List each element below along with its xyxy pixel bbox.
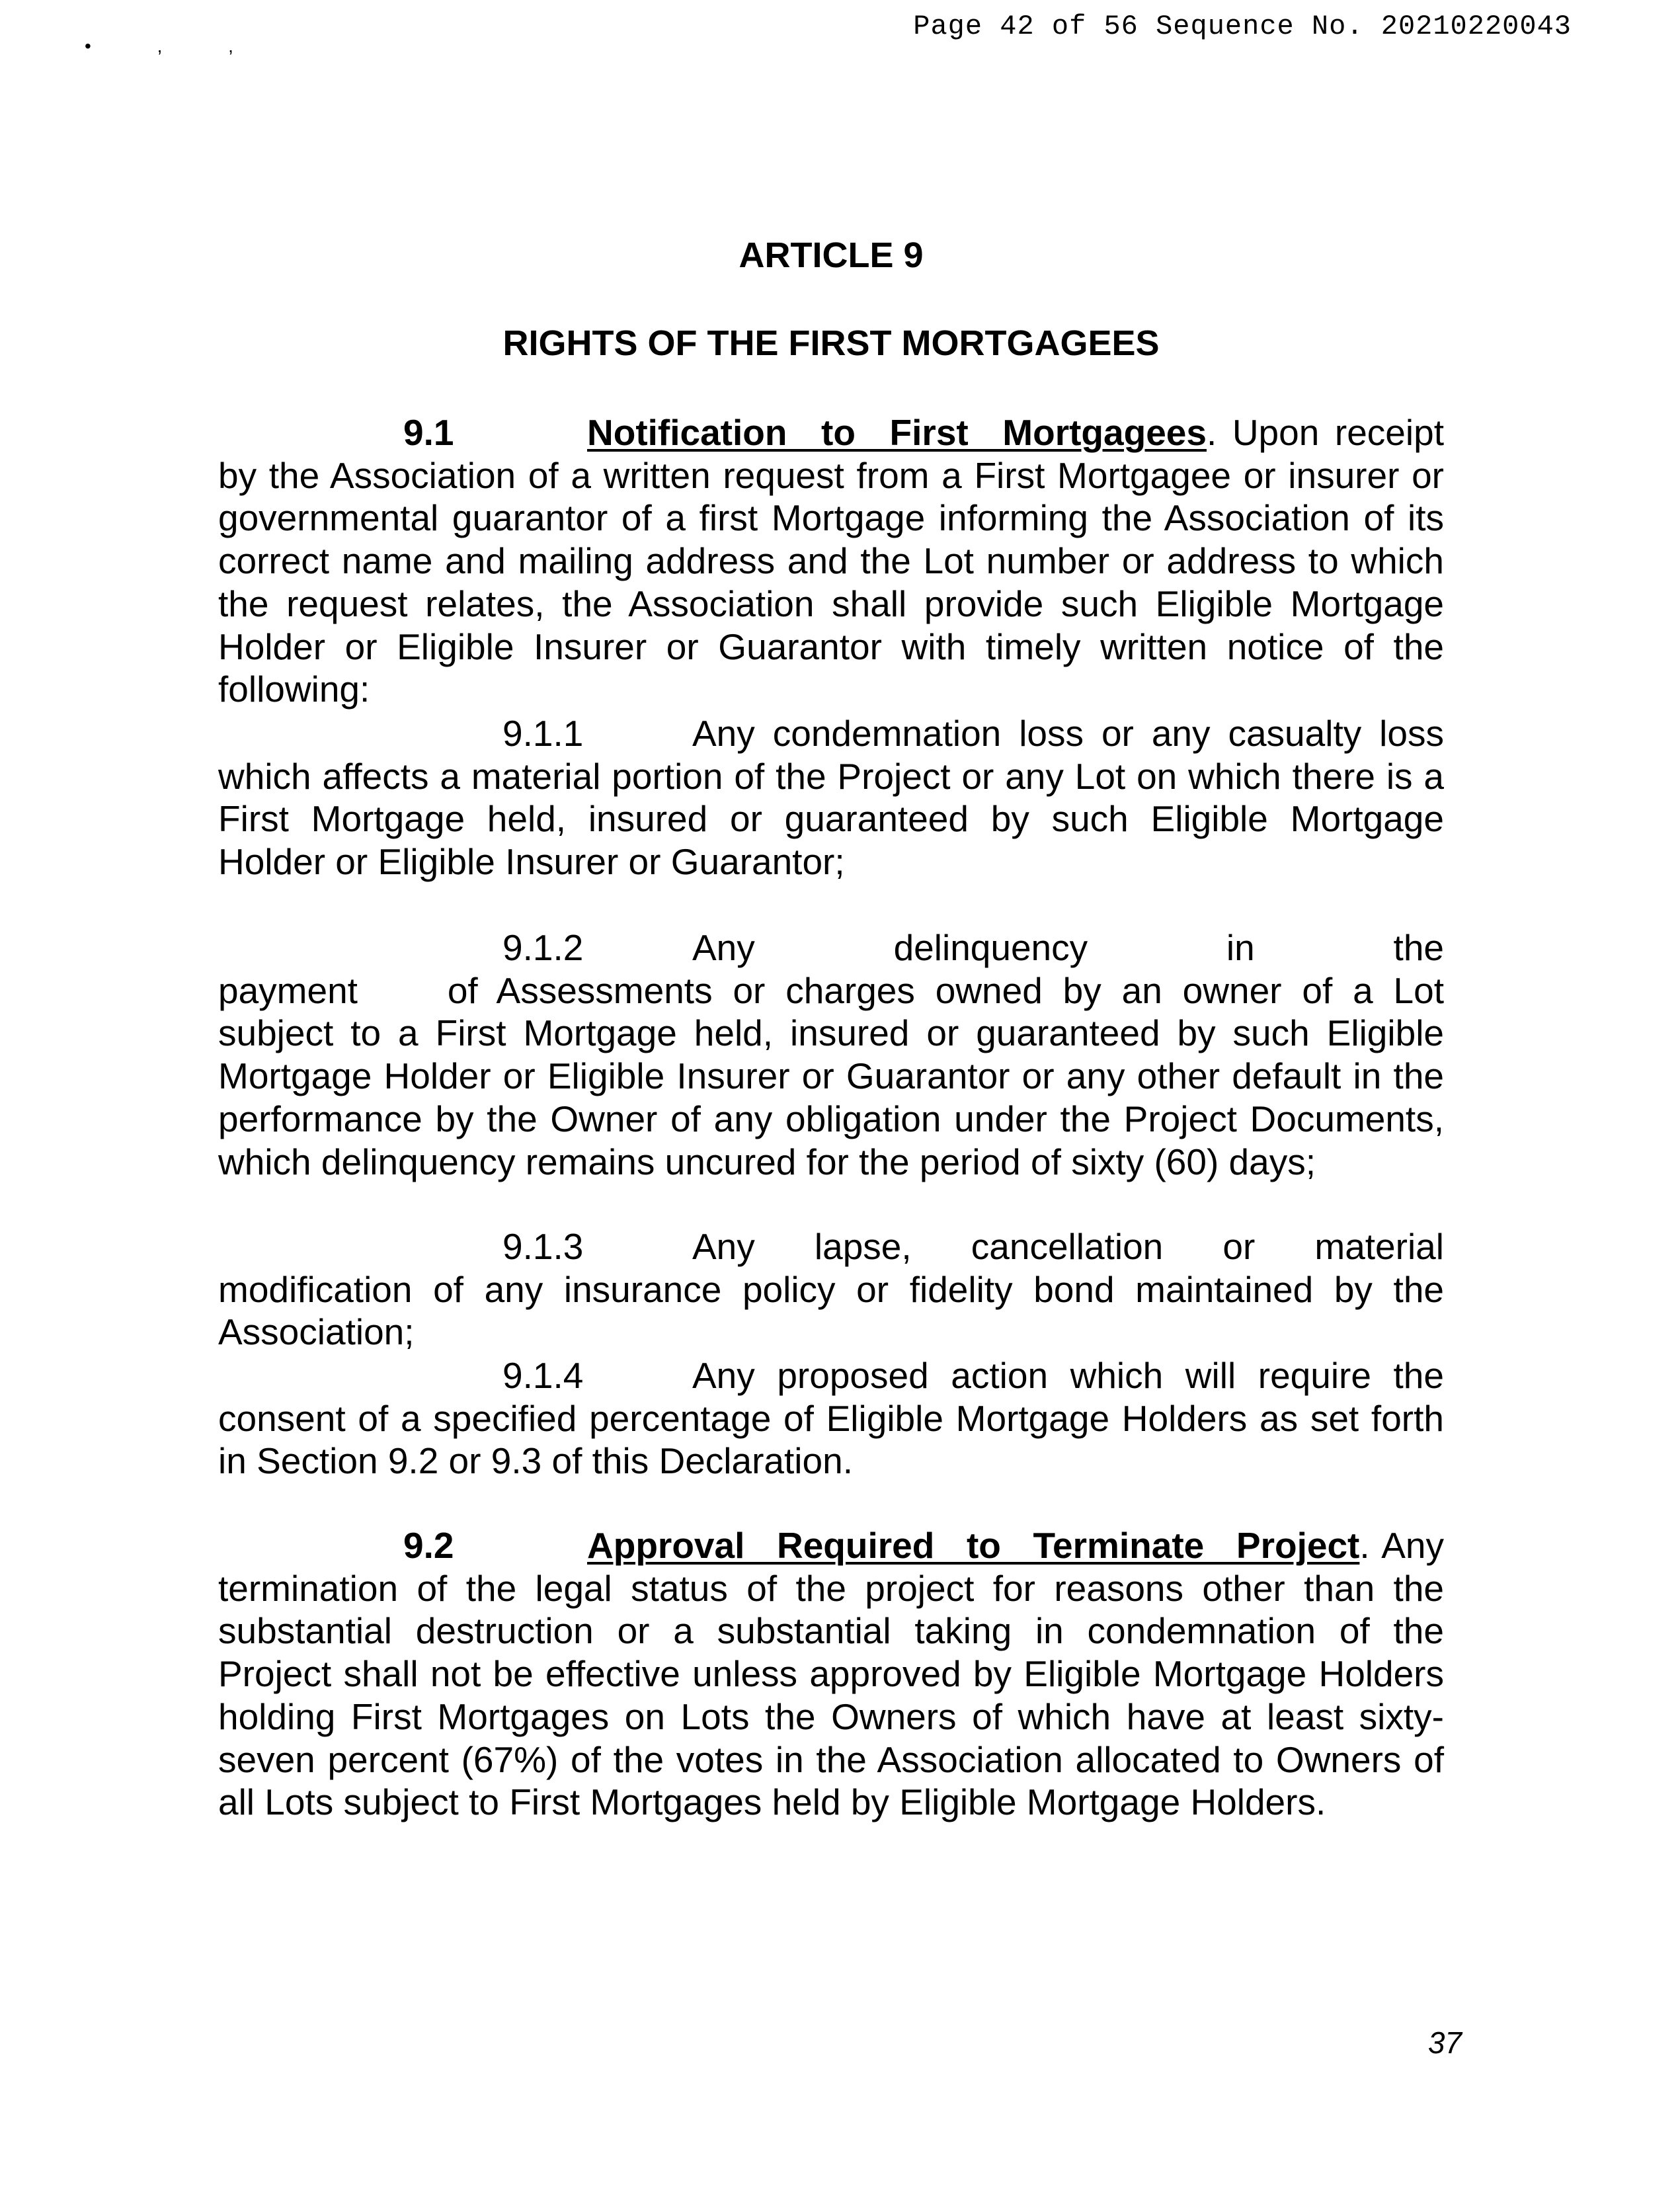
- section-9-2: [218, 1524, 1444, 1824]
- article-title: RIGHTS OF THE FIRST MORTGAGEES: [502, 323, 1160, 363]
- subsection-number: 9.1.2: [502, 927, 584, 968]
- section-number: 9.2: [403, 1525, 454, 1566]
- subsection-9-1-1: [218, 712, 1444, 883]
- subsection-number: 9.1.4: [502, 1355, 584, 1396]
- page-sequence-stamp: Page 42 of 56 Sequence No. 20210220043: [913, 11, 1572, 42]
- article-number: ARTICLE 9: [739, 235, 924, 275]
- section-heading: Approval Required to Terminate Project: [587, 1525, 1360, 1566]
- subsection-9-1-2: [218, 926, 1444, 1183]
- page-number: 37: [1427, 2025, 1462, 2060]
- subsection-number: 9.1.1: [502, 713, 584, 754]
- subsection-body: Any condemnation loss or any casualty loss which affects a material portion of the Project or any Lot on which there is a First Mortgage held, insured or guaranteed by such Eligible Mortgage Holder or Eligible Insurer or Guarantor;: [218, 713, 1444, 883]
- section-number: 9.1: [403, 412, 454, 453]
- section-heading: Notification to First Mortgagees: [587, 412, 1207, 453]
- section-body: . Upon receipt by the Association of a written request from a First Mortgagee or insurer or governmental guarantor of a first Mortgage informing the Association of its correct name and mailing address and the Lot number or address to which the request relates, the Association shall provide such Eligible Mortgage Holder or Eligible Insurer or Guarantor with timely written notice of the following:: [218, 412, 1444, 710]
- subsection-number: 9.1.3: [502, 1226, 584, 1267]
- section-9-1: [218, 411, 1444, 711]
- subsection-9-1-4: [218, 1354, 1444, 1483]
- section-body: . Any termination of the legal status of the project for reasons other than the substantial destruction or a substantial taking in condemnation of the Project shall not be effective unless approved by Eligible Mortgage Holders holding First Mortgages on Lots the Owners of which have at least sixty-seven percent (67%) of the votes in the Association allocated to Owners of all Lots subject to First Mortgages held by Eligible Mortgage Holders.: [218, 1525, 1444, 1823]
- subsection-body: Assessments or charges owned by an owner of a Lot subject to a First Mortgage held, insured or guaranteed by such Eligible Mortgage Holder or Eligible Insurer or Guarantor or any other default in the performance by the Owner of any obligation under the Project Documents, which delinquency remains uncured for the period of sixty (60) days;: [218, 969, 1444, 1182]
- subsection-lead: Any delinquency in the payment of: [218, 927, 1444, 1011]
- scan-specks: • , ,: [85, 36, 264, 56]
- subsection-9-1-3: [218, 1225, 1444, 1354]
- subsection-body: Any proposed action which will require the consent of a specified percentage of Eligible Mortgage Holders as set forth in Section 9.2 or 9.3 of this Declaration.: [218, 1355, 1444, 1482]
- subsection-body: Any lapse, cancellation or material modification of any insurance policy or fidelity bond maintained by the Association;: [218, 1226, 1444, 1353]
